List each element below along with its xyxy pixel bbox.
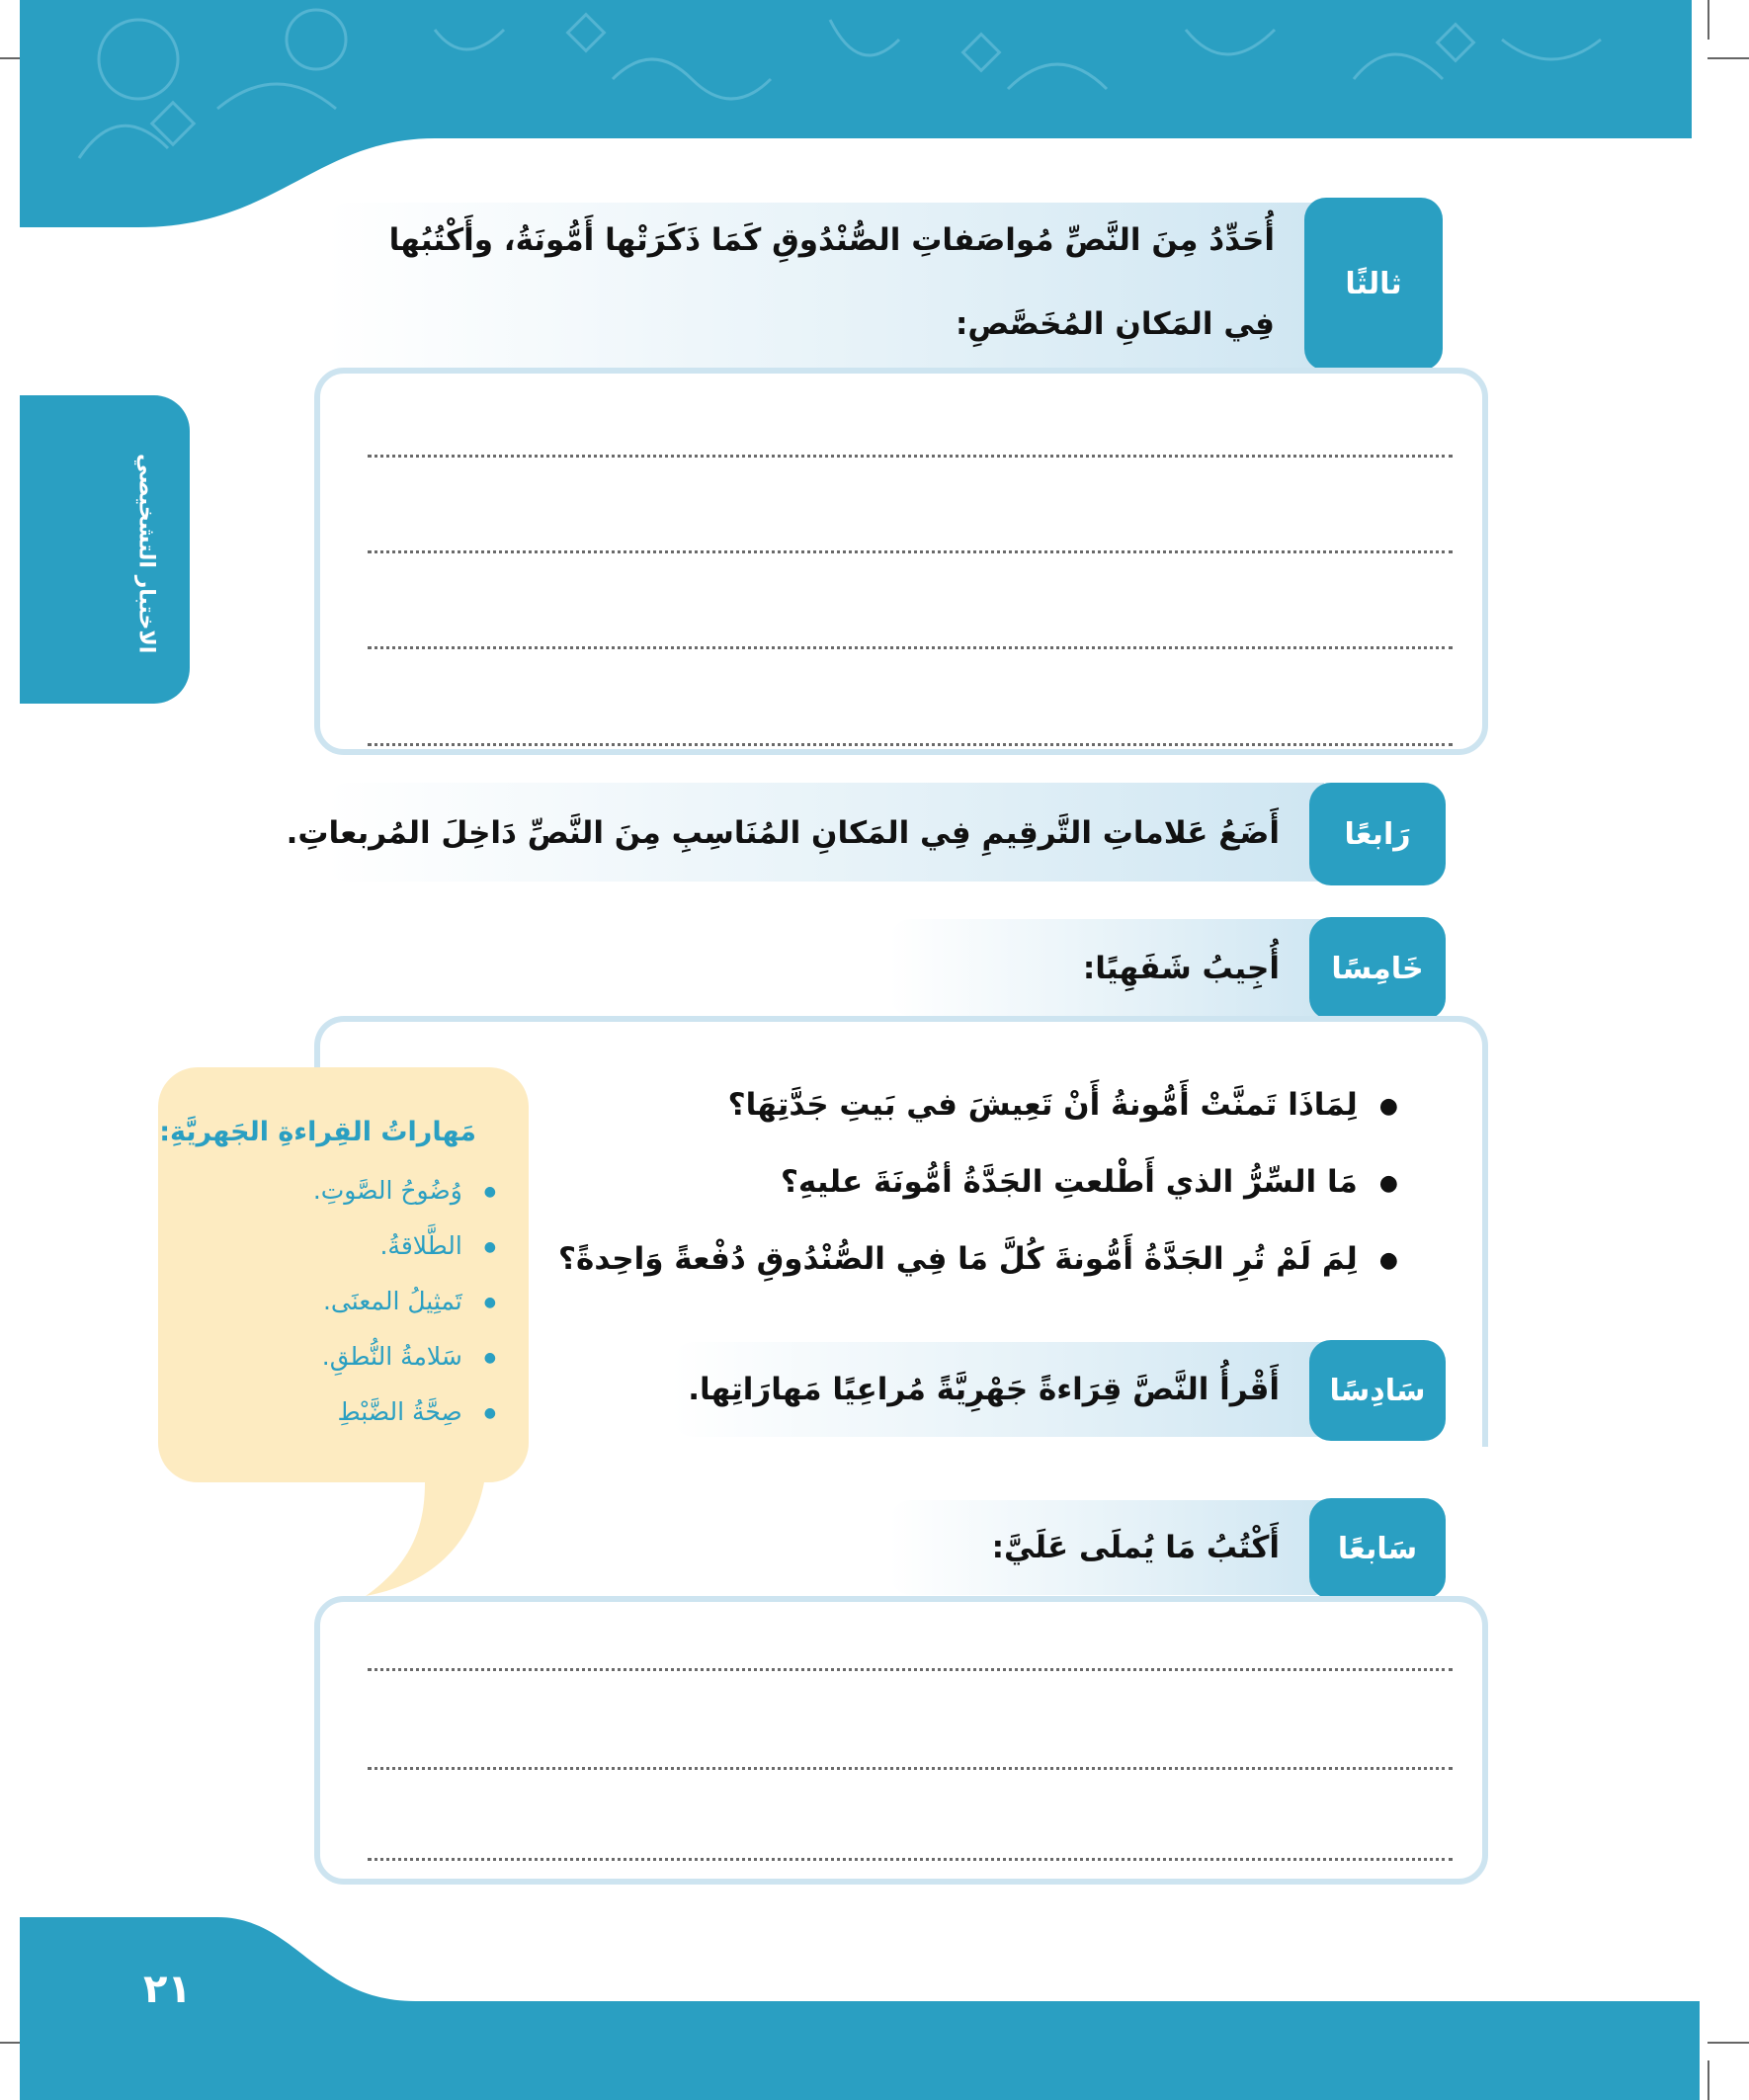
skill-item: ● تَمثِيلُ المعنَى. <box>323 1287 496 1315</box>
oral-question: ● لِمَاذَا تَمنَّتْ أَمُّونةُ أَنْ تَعِيشَ في بَيتِ جَدَّتِهَا؟ <box>728 1087 1398 1123</box>
bottom-banner <box>20 1888 1700 2100</box>
section-label-seventh: سَابعًا <box>1309 1498 1446 1599</box>
dictation-line[interactable] <box>368 1858 1453 1861</box>
section-label-third: ثالثًا <box>1304 198 1443 371</box>
section-label-fifth: خَامِسًا <box>1309 917 1446 1020</box>
question-text-fifth: أُجِيبُ شَفَهِيًا: <box>1082 951 1280 986</box>
answer-line[interactable] <box>368 550 1453 553</box>
answer-box-seventh <box>314 1596 1488 1885</box>
page-number: ٢١ <box>143 1967 192 2012</box>
question-text-third-line1: أُحَدِّدُ مِنَ النَّصِّ مُواصَفاتِ الصُّنْدُوقِ كَمَا ذَكَرَتْها أَمُّونَةُ، وأَكْتُبُها <box>388 222 1275 258</box>
crop-mark <box>1707 57 1749 59</box>
oral-question: ● مَا السِّرُّ الذي أَطْلعتِ الجَدَّةُ أمُّونَةَ عليهِ؟ <box>781 1164 1398 1200</box>
crop-mark <box>1707 2042 1749 2044</box>
question-text-sixth: أَقْرأُ النَّصَّ قِرَاءةً جَهْرِيَّةً مُراعِيًا مَهارَاتِها. <box>688 1372 1280 1407</box>
section-label-sixth: سَادِسًا <box>1309 1340 1446 1441</box>
dictation-line[interactable] <box>368 1668 1453 1671</box>
crop-mark <box>1707 0 1709 40</box>
question-text-fourth: أَضَعُ عَلاماتِ التَّرقِيمِ فِي المَكانِ المُنَاسِبِ مِنَ النَّصِّ دَاخِلَ المُربعاتِ. <box>286 815 1280 851</box>
top-banner <box>20 0 1692 227</box>
question-text-seventh: أَكْتُبُ مَا يُملَى عَلَيَّ: <box>991 1530 1280 1565</box>
dictation-line[interactable] <box>368 1767 1453 1770</box>
answer-box-third <box>314 368 1488 755</box>
side-tab-label: الاختبار التشخيصي <box>133 453 159 654</box>
skill-item: ● وُضُوحُ الصَّوتِ. <box>313 1176 496 1205</box>
section-label-fourth: رَابعًا <box>1309 783 1446 885</box>
skill-item: ● الطَّلاقةُ. <box>379 1231 496 1260</box>
skill-item: ● سَلامةُ النُّطقِ. <box>322 1342 496 1371</box>
oral-question: ● لِمَ لَمْ تُرِ الجَدَّةُ أَمُّونةَ كُلَّ مَا فِي الصُّنْدُوقِ دُفْعةً وَاحِدةً؟ <box>558 1241 1398 1277</box>
answer-line[interactable] <box>368 743 1453 746</box>
answer-line[interactable] <box>368 646 1453 649</box>
skill-item: ● صِحَّةُ الضَّبْطِ <box>338 1397 496 1426</box>
question-text-third-line2: فِي المَكانِ المُخَصَّصِ: <box>955 306 1275 342</box>
skills-title: مَهاراتُ القِراءةِ الجَهريَّةِ: <box>159 1117 476 1147</box>
crop-mark <box>1707 2060 1709 2100</box>
answer-line[interactable] <box>368 455 1453 458</box>
